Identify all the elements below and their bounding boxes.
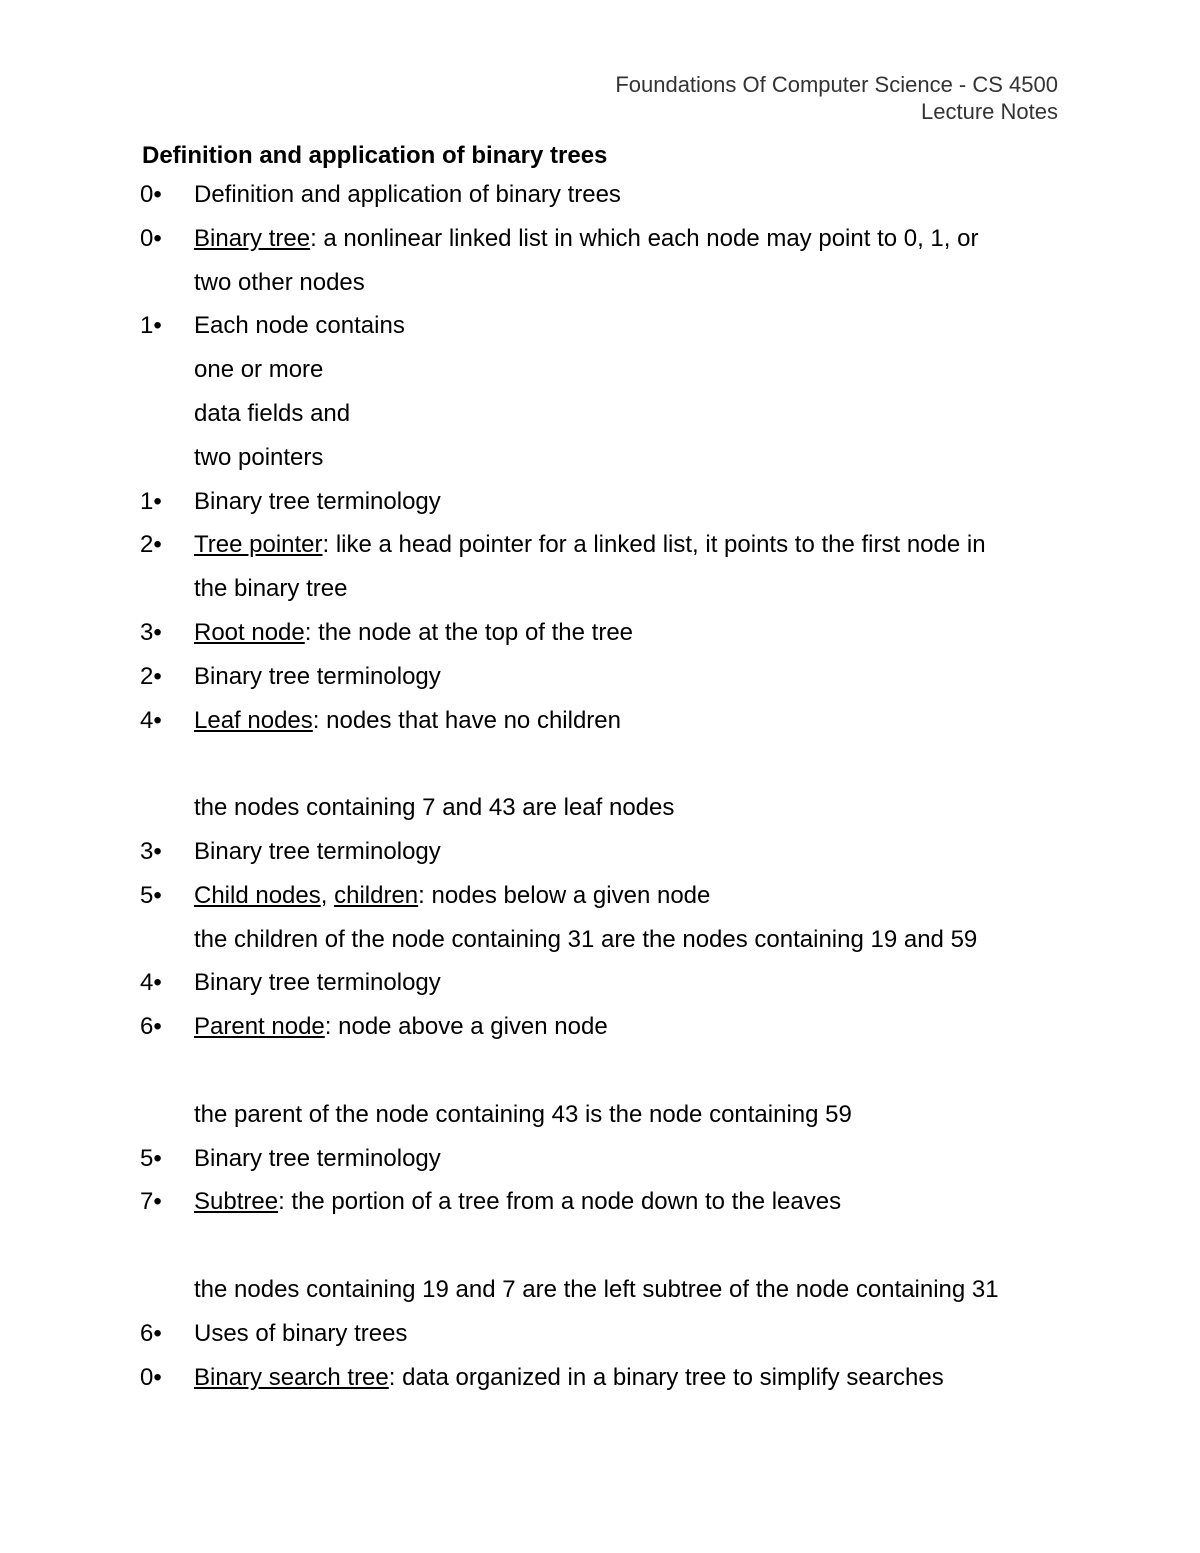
line-text <box>194 1319 407 1349</box>
list-marker: 3• <box>140 838 162 865</box>
line-rest: two other nodes <box>194 268 365 296</box>
line-text <box>194 530 986 560</box>
line-rest: one or more <box>194 356 324 384</box>
list-marker: 4• <box>140 706 162 734</box>
line-text <box>194 1100 852 1130</box>
line-rest: Each node contains <box>194 312 405 340</box>
line-rest: : the portion of a tree from a node down to the leaves <box>278 1188 842 1216</box>
key-term: Root node <box>194 619 305 646</box>
list-marker: 5• <box>140 881 162 909</box>
list-marker: 1• <box>140 312 162 340</box>
list-marker: 2• <box>140 662 162 690</box>
list-marker: 0• <box>140 1363 162 1391</box>
line-text <box>194 399 350 429</box>
key-term-secondary: children <box>334 881 419 909</box>
key-term: Binary tree <box>194 224 311 252</box>
line-rest: : nodes below a given node <box>418 881 711 909</box>
line-rest: two pointers <box>194 443 324 471</box>
line-rest: : node above a given node <box>324 1013 608 1041</box>
line-text <box>194 618 633 648</box>
page-header <box>615 71 1058 125</box>
line-rest: Binary tree terminology <box>194 662 441 690</box>
term-separator: , <box>320 881 335 909</box>
line-text <box>194 662 441 692</box>
list-marker: 6• <box>140 1319 162 1347</box>
line-text <box>194 224 978 254</box>
document-type: Lecture Notes <box>921 99 1058 124</box>
list-marker: 5• <box>140 1144 162 1172</box>
line-rest: : data organized in a binary tree to simplify searches <box>388 1363 944 1391</box>
line-text <box>194 443 323 473</box>
line-text <box>194 968 441 998</box>
line-text <box>194 1144 441 1174</box>
line-rest: : a nonlinear linked list in which each node may point to 0, 1, or <box>310 224 979 252</box>
list-marker: 6• <box>140 1013 162 1041</box>
list-marker: 0• <box>140 181 162 208</box>
line-rest: Binary tree terminology <box>194 1144 441 1172</box>
line-rest: : like a head pointer for a linked list, it points to the first node in <box>322 531 986 559</box>
line-rest: Definition and application of binary trees <box>194 181 621 208</box>
key-term: Child nodes <box>194 881 321 909</box>
course-title: Foundations Of Computer Science - CS 4500 <box>615 72 1058 97</box>
list-marker: 4• <box>140 969 162 997</box>
line-rest: the nodes containing 7 and 43 are leaf nodes <box>194 794 675 822</box>
line-rest: Uses of binary trees <box>194 1319 408 1347</box>
line-text <box>194 355 323 385</box>
line-rest: data fields and <box>194 400 351 427</box>
list-marker: 7• <box>140 1188 162 1216</box>
line-rest: the binary tree <box>194 575 348 603</box>
key-term: Subtree <box>194 1188 279 1216</box>
line-rest: the children of the node containing 31 are the nodes containing 19 and 59 <box>194 925 978 953</box>
key-term: Binary search tree <box>194 1363 389 1391</box>
line-text <box>194 1187 841 1217</box>
line-text <box>194 268 365 298</box>
line-rest: Binary tree terminology <box>194 487 441 515</box>
list-marker: 3• <box>140 619 162 646</box>
line-rest: the nodes containing 19 and 7 are the left subtree of the node containing 31 <box>194 1276 999 1303</box>
key-term: Leaf nodes <box>194 706 313 734</box>
line-text <box>194 881 710 911</box>
line-rest: the parent of the node containing 43 is the node containing 59 <box>194 1100 852 1128</box>
line-rest: : the node at the top of the tree <box>304 619 634 646</box>
list-marker: 0• <box>140 224 162 252</box>
line-text <box>194 311 405 341</box>
line-text <box>194 925 977 955</box>
line-rest: : nodes that have no children <box>312 706 621 734</box>
line-text <box>194 706 621 736</box>
key-term: Tree pointer <box>194 531 323 559</box>
line-rest: Binary tree terminology <box>194 969 441 997</box>
line-text <box>194 1012 608 1042</box>
line-text <box>194 837 441 867</box>
key-term: Parent node <box>194 1013 325 1041</box>
list-marker: 1• <box>140 487 162 515</box>
line-rest: Binary tree terminology <box>194 838 441 865</box>
line-text <box>194 487 441 517</box>
line-text <box>194 1363 944 1393</box>
list-marker: 2• <box>140 531 162 559</box>
line-text <box>194 180 621 210</box>
line-text <box>194 1275 999 1305</box>
line-text <box>194 793 674 823</box>
section-title: Definition and application of binary trees <box>142 142 608 169</box>
line-text <box>194 574 347 604</box>
